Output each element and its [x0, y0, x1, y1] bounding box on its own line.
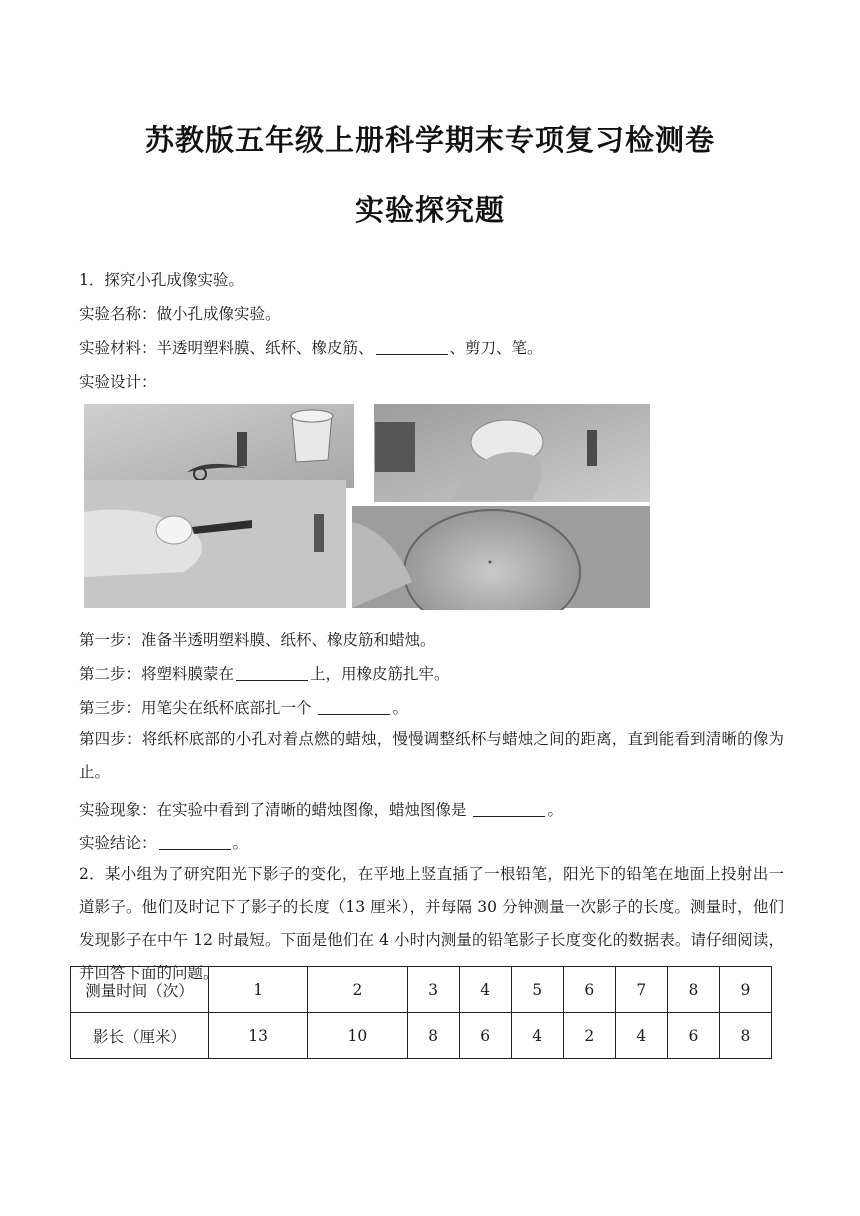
conclusion-text: 实验结论：	[79, 834, 157, 852]
q1-heading: 1．探究小孔成像实验。	[79, 271, 244, 289]
table-cell: 5	[511, 967, 563, 1013]
photo-materials	[84, 404, 354, 488]
phenomenon-text: 实验现象：在实验中看到了清晰的蜡烛图像，蜡烛图像是	[79, 801, 472, 819]
conclusion-blank	[159, 833, 231, 850]
q1-step1: 第一步：准备半透明塑料膜、纸杯、橡皮筋和蜡烛。	[79, 631, 436, 649]
table-cell: 2	[308, 967, 407, 1013]
step2-text: 第二步：将塑料膜蒙在	[79, 665, 235, 683]
conclusion-text-end: 。	[232, 834, 249, 852]
table-cell: 9	[719, 967, 771, 1013]
q1-experiment-name: 实验名称：做小孔成像实验。	[79, 305, 281, 323]
table-row-lengths	[71, 1013, 772, 1059]
q1-materials	[79, 338, 784, 358]
step3-text-end: 。	[392, 699, 408, 717]
q1-phenomenon	[79, 800, 784, 820]
table-cell: 7	[615, 967, 667, 1013]
step3-text: 第三步：用笔尖在纸杯底部扎一个	[79, 699, 317, 717]
row-label-times: 测量时间（次）	[71, 967, 209, 1013]
shadow-length-table	[70, 966, 772, 1059]
q1-step4: 第四步：将纸杯底部的小孔对着点燃的蜡烛，慢慢调整纸杯与蜡烛之间的距离，直到能看到清晰的像为止。	[79, 730, 784, 781]
step2-text-end: 上，用橡皮筋扎牢。	[310, 665, 450, 683]
table-cell: 8	[407, 1013, 459, 1059]
table-cell: 4	[615, 1013, 667, 1059]
table-cell: 8	[719, 1013, 771, 1059]
page-subtitle: 实验探究题	[354, 193, 505, 227]
table-cell: 13	[209, 1013, 308, 1059]
photo-poking-hole	[84, 480, 346, 608]
table-cell: 6	[563, 967, 615, 1013]
table-cell: 10	[308, 1013, 407, 1059]
table-cell: 4	[511, 1013, 563, 1059]
table-cell: 8	[667, 967, 719, 1013]
table-cell: 1	[209, 967, 308, 1013]
q2-question-text: 2．某小组为了研究阳光下影子的变化，在平地上竖直插了一根铅笔，阳光下的铅笔在地面上投射出一道影子。他们及时记下了影子的长度（13 厘米），并每隔 30 分钟测量一次影子的长度。测量时，他们发现影子在中午 12 时最短。下面是他们在 4 小时内测量的铅笔影子长度变化的数据表。请仔细阅读，并回答下面的问题。	[79, 865, 784, 982]
photo-covering-cup	[374, 404, 650, 502]
table-row-times	[71, 967, 772, 1013]
step2-blank	[236, 664, 308, 681]
q1-conclusion	[79, 833, 784, 853]
table-cell: 2	[563, 1013, 615, 1059]
q1-step3	[79, 698, 784, 718]
materials-text: 实验材料：半透明塑料膜、纸杯、橡皮筋、	[79, 339, 374, 357]
step3-blank	[318, 698, 390, 715]
q1-step2	[79, 664, 784, 684]
materials-blank	[376, 338, 448, 355]
row-label-lengths: 影长（厘米）	[71, 1013, 209, 1059]
q1-design-label: 实验设计：	[79, 373, 157, 391]
phenomenon-blank	[473, 800, 545, 817]
experiment-photo-collage	[82, 402, 652, 610]
table-cell: 4	[459, 967, 511, 1013]
phenomenon-text-end: 。	[547, 801, 563, 819]
table-cell: 6	[667, 1013, 719, 1059]
page-title: 苏教版五年级上册科学期末专项复习检测卷	[144, 123, 715, 157]
photo-image-on-film	[352, 506, 650, 610]
materials-text-end: 、剪刀、笔。	[449, 339, 543, 357]
table-cell: 3	[407, 967, 459, 1013]
table-cell: 6	[459, 1013, 511, 1059]
